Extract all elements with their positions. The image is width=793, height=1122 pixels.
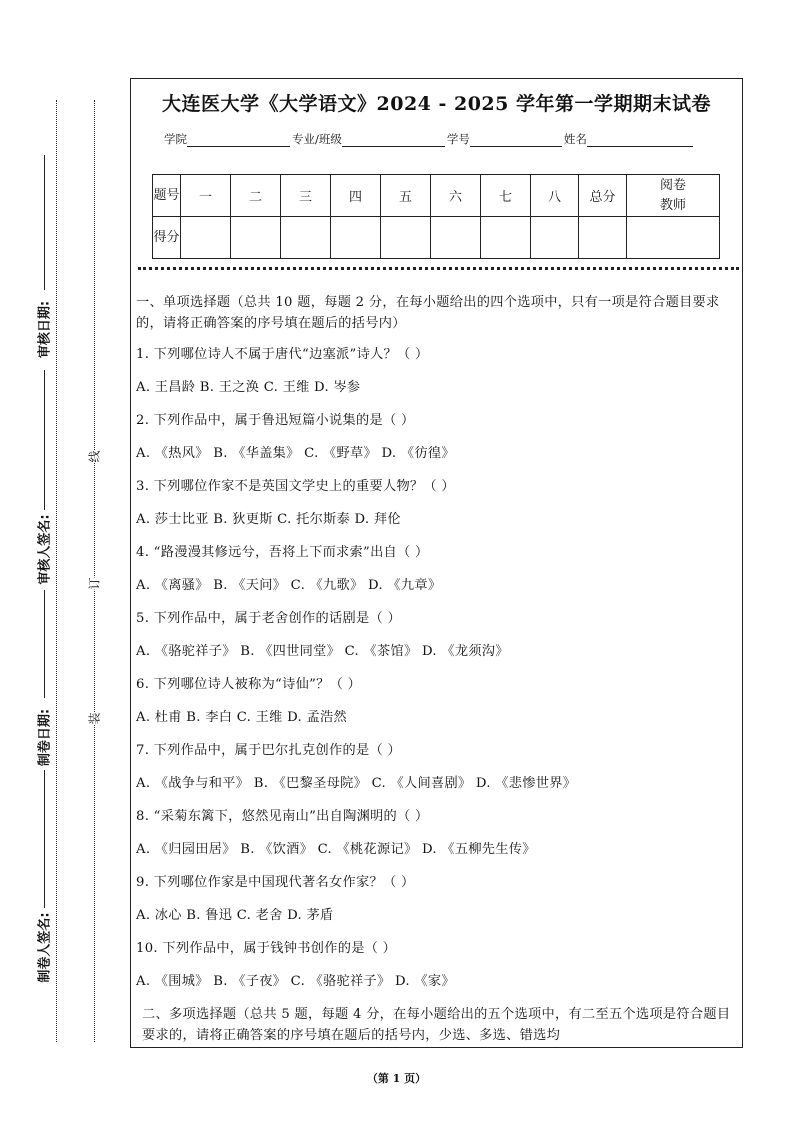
question-6-options: A. 杜甫 B. 李白 C. 王维 D. 孟浩然 [136, 710, 347, 725]
question-9-options: A. 冰心 B. 鲁迅 C. 老舍 D. 茅盾 [136, 908, 334, 923]
score-input-cell[interactable] [431, 217, 481, 259]
question-8: 8. “采菊东篱下，悠然见南山”出自陶渊明的（ ） [136, 809, 429, 824]
score-header-cell: 阅卷教师 [627, 175, 720, 217]
field-student-id-blank[interactable] [470, 133, 562, 147]
exam-frame [130, 78, 743, 1048]
question-7: 7. 下列作品中，属于巴尔扎克创作的是（ ） [136, 743, 401, 758]
question-4-options: A. 《离骚》 B. 《天问》 C. 《九歌》 D. 《九章》 [136, 578, 442, 593]
binding-char-bind: 装 [87, 712, 102, 725]
score-header-cell: 二 [231, 175, 281, 217]
field-major-class-label: 专业/班级 [292, 132, 342, 146]
score-header-cell: 总分 [579, 175, 627, 217]
score-header-cell: 四 [331, 175, 381, 217]
section2-heading: 二、多项选择题（总共 5 题，每题 4 分，在每小题给出的五个选项中，有二至五个选项是符合题目要求的，请将正确答案的序号填在题后的括号内，少选、多选、错选均 [142, 1007, 731, 1043]
score-header-cell: 八 [531, 175, 579, 217]
score-table-score-row [153, 217, 720, 259]
review-date-label: 审核日期: [37, 300, 53, 359]
binding-char-staple: 订 [87, 577, 102, 590]
review-date-blank[interactable] [44, 155, 45, 290]
question-5: 5. 下列作品中，属于老舍创作的话剧是（ ） [136, 611, 401, 626]
score-input-cell[interactable] [531, 217, 579, 259]
score-row-label: 得分 [153, 217, 181, 259]
score-table [152, 174, 720, 259]
question-1-options: A. 王昌龄 B. 王之涣 C. 王维 D. 岑参 [136, 380, 361, 395]
exam-title: 大连医大学《大学语文》2024 - 2025 学年第一学期期末试卷 [162, 93, 711, 115]
question-5-options: A. 《骆驼祥子》 B. 《四世同堂》 C. 《茶馆》 D. 《龙须沟》 [136, 644, 509, 659]
score-input-cell[interactable] [579, 217, 627, 259]
field-college-blank[interactable] [187, 133, 290, 147]
score-header-cell: 三 [281, 175, 331, 217]
question-3-options: A. 莎士比亚 B. 狄更斯 C. 托尔斯泰 D. 拜伦 [136, 512, 401, 527]
field-name-label: 姓名 [563, 132, 587, 146]
score-input-cell[interactable] [481, 217, 531, 259]
question-1: 1. 下列哪位诗人不属于唐代“边塞派”诗人？（ ） [136, 347, 429, 362]
compiler-signature-label: 制卷人签名: [37, 912, 53, 983]
score-header-cell: 一 [181, 175, 231, 217]
score-header-cell: 五 [381, 175, 431, 217]
score-input-cell[interactable] [381, 217, 431, 259]
question-6: 6. 下列哪位诗人被称为“诗仙”？（ ） [136, 677, 362, 692]
score-input-cell[interactable] [331, 217, 381, 259]
question-content [136, 292, 736, 1046]
reviewer-signature-blank[interactable] [44, 370, 45, 510]
page-number: （第 1 页） [366, 1072, 427, 1085]
score-table-header-row [153, 175, 720, 217]
score-header-cell: 七 [481, 175, 531, 217]
question-7-options: A. 《战争与和平》 B. 《巴黎圣母院》 C. 《人间喜剧》 D. 《悲惨世界》 [136, 776, 577, 791]
field-college-label: 学院 [164, 132, 187, 146]
compile-date-blank[interactable] [44, 590, 45, 698]
score-header-cell: 题号 [153, 175, 181, 217]
compiler-signature-blank[interactable] [44, 770, 45, 908]
score-header-cell: 六 [431, 175, 481, 217]
question-10-options: A. 《围城》 B. 《子夜》 C. 《骆驼祥子》 D. 《家》 [136, 974, 455, 989]
compile-date-label: 制卷日期: [37, 708, 53, 767]
question-2: 2. 下列作品中，属于鲁迅短篇小说集的是（ ） [136, 413, 415, 428]
reviewer-signature-label: 审核人签名: [37, 514, 53, 585]
question-2-options: A. 《热风》 B. 《华盖集》 C. 《野草》 D. 《彷徨》 [136, 446, 455, 461]
binding-line-inner [94, 100, 95, 1042]
student-info-row [164, 131, 693, 147]
question-9: 9. 下列哪位作家是中国现代著名女作家？（ ） [136, 875, 415, 890]
question-8-options: A. 《归园田居》 B. 《饮酒》 C. 《桃花源记》 D. 《五柳先生传》 [136, 842, 536, 857]
binding-line-outer [56, 100, 57, 1042]
question-4: 4. “路漫漫其修远兮，吾将上下而求索”出自（ ） [136, 545, 429, 560]
field-major-class-blank[interactable] [342, 133, 445, 147]
score-input-cell[interactable] [281, 217, 331, 259]
question-3: 3. 下列哪位作家不是英国文学史上的重要人物？（ ） [136, 479, 455, 494]
score-input-cell[interactable] [231, 217, 281, 259]
question-10: 10. 下列作品中，属于钱钟书创作的是（ ） [136, 941, 397, 956]
binding-char-line: 线 [87, 450, 102, 463]
score-input-cell[interactable] [181, 217, 231, 259]
section1-heading: 一、单项选择题（总共 10 题，每题 2 分，在每小题给出的四个选项中，只有一项是符合题目要求的，请将正确答案的序号填在题后的括号内） [136, 295, 720, 331]
score-input-cell[interactable] [627, 217, 720, 259]
dotted-separator [138, 267, 739, 270]
field-name-blank[interactable] [587, 133, 693, 147]
field-student-id-label: 学号 [446, 132, 470, 146]
